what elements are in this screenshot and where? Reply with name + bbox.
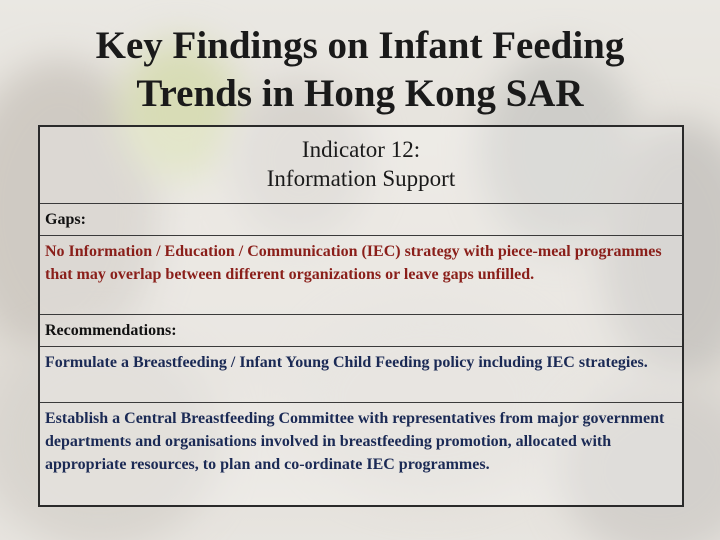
recommendation-row-1 [40,346,682,402]
gaps-label: Gaps: [45,211,86,228]
gaps-label-row [40,203,682,235]
indicator-name: Information Support [266,166,456,191]
recommendations-label-row [40,314,682,346]
slide-title [0,22,720,118]
gaps-text: No Information / Education / Communication (IEC) strategy with piece-meal programmes that may overlap between different organizations or leave gaps unfilled. [45,243,662,283]
indicator-number: Indicator 12: [301,137,421,162]
recommendation-row-2 [40,402,682,507]
recommendation-text-1: Formulate a Breastfeeding / Infant Young Child Feeding policy including IEC strategies. [45,354,648,371]
table-header-row [40,127,682,203]
indicator-table [38,125,684,507]
title-line-2: Trends in Hong Kong SAR [136,72,584,115]
recommendations-label: Recommendations: [45,322,177,339]
title-line-1: Key Findings on Infant Feeding [95,24,625,67]
recommendation-text-2: Establish a Central Breastfeeding Committee with representatives from major government departments and organisations involved in breastfeeding promotion, allocated with appropriate resources, to plan and co-ordinate IEC programmes. [45,410,665,473]
gaps-text-row [40,235,682,314]
